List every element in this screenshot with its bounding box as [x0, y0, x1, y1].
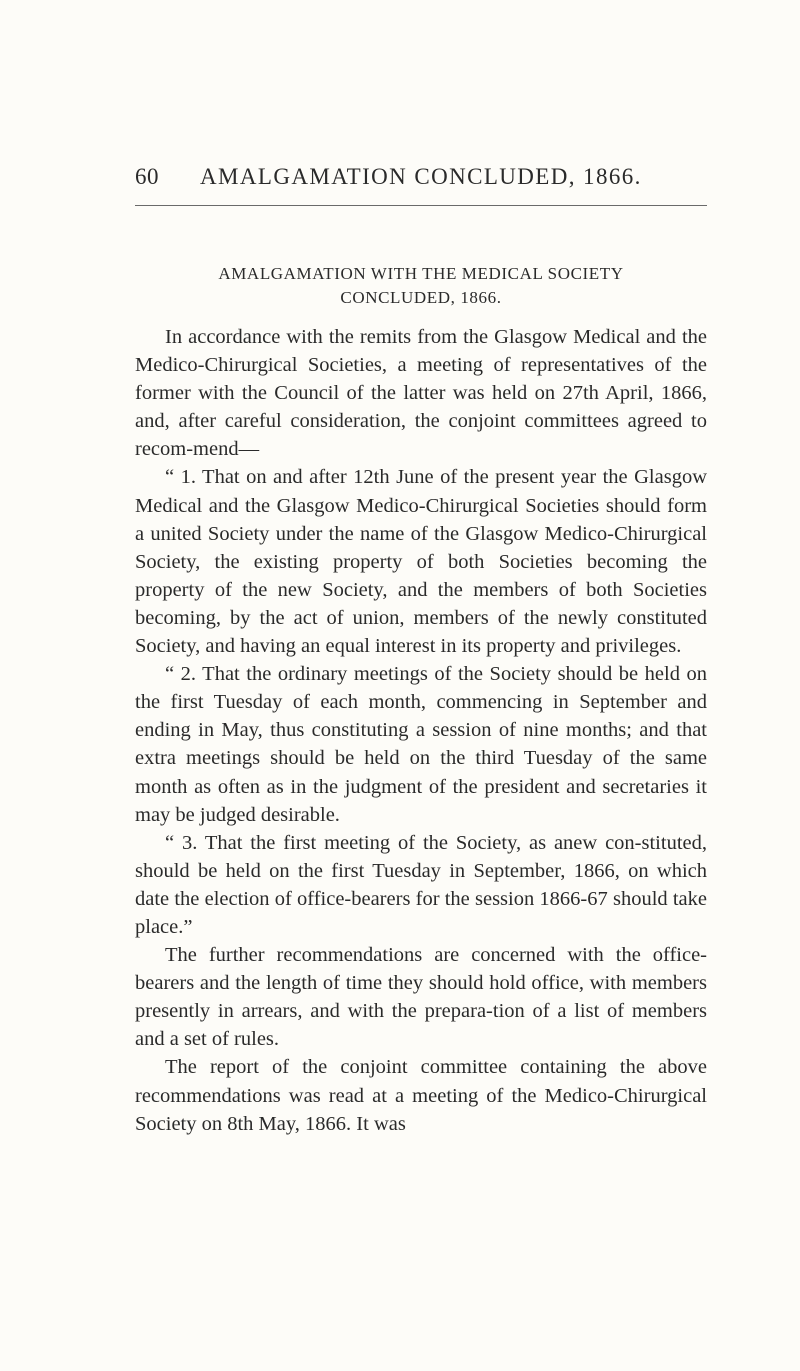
paragraph-resolution-1: “ 1. That on and after 12th June of the present year the Glasgow Medical and the Glasgow Medico-Chirurgical Societies should form a united Society under the name of the Glasgow Medico-Chirurgical Society, the existing property of both Societies becoming the property of the new Society, and the members of both Societies becoming, by the act of union, members of the newly constituted Society, and having an equal interest in its property and privileges. — [135, 466, 707, 658]
paragraph-intro: In accordance with the remits from the Glasgow Medical and the Medico-Chirurgical Societies, a meeting of representatives of the former with the Council of the latter was held on 27th April, 1866, and, after careful consideration, the conjoint committees agreed to recom-mend— — [135, 326, 707, 461]
body-text — [135, 323, 707, 1138]
paragraph-further-recommendations: The further recommendations are concerned with the office-bearers and the length of time they should hold office, with members presently in arrears, and with the prepara-tion of a list of members and a set of rules. — [135, 944, 707, 1051]
section-title-line-1: AMALGAMATION WITH THE MEDICAL SOCIETY — [218, 264, 624, 283]
paragraph-resolution-2: “ 2. That the ordinary meetings of the Society should be held on the first Tuesday of each month, commencing in September and ending in May, thus constituting a session of nine months; and that extra meetings should be held on the third Tuesday of the same month as often as in the judgment of the president and secretaries it may be judged desirable. — [135, 663, 707, 826]
running-head — [135, 164, 705, 194]
paragraph-resolution-3: “ 3. That the first meeting of the Society, as anew con-stituted, should be held on the first Tuesday in September, 1866, on which date the election of office-bearers for the session 1866-67 should take place.” — [135, 831, 707, 938]
page-number: 60 — [135, 164, 159, 189]
section-title — [135, 262, 707, 310]
paragraph-report: The report of the conjoint committee containing the above recommendations was read at a meeting of the Medico-Chirurgical Society on 8th May, 1866. It was — [135, 1056, 707, 1135]
section-title-line-2: CONCLUDED, 1866. — [340, 288, 502, 307]
header-rule — [135, 205, 707, 206]
running-title: AMALGAMATION CONCLUDED, 1866. — [200, 164, 642, 189]
